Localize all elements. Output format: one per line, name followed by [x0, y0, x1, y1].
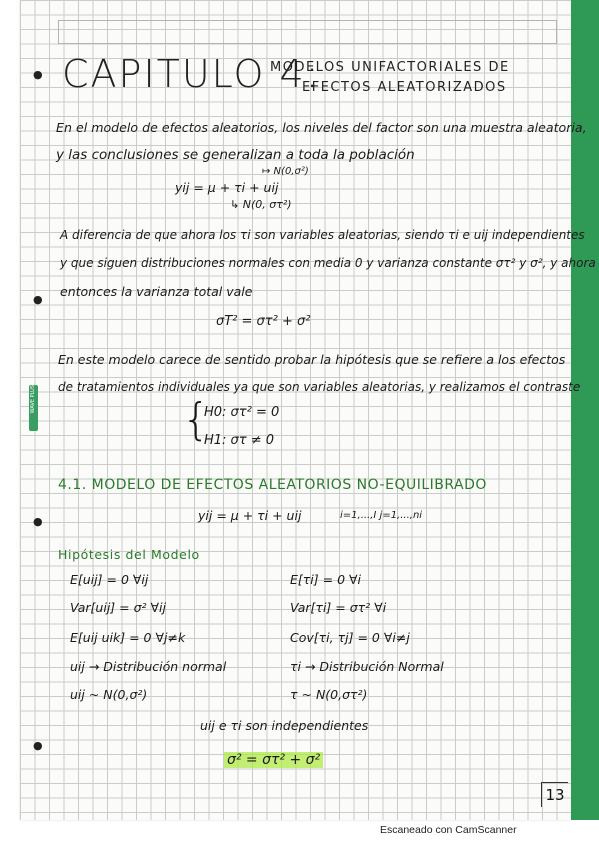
- chapter-subtitle-line1: MODELOS UNIFACTORIALES DE: [270, 60, 510, 75]
- difference-line-3: entonces la varianza total vale: [60, 284, 253, 299]
- scanner-footer: Escaneado con CamScanner: [380, 824, 517, 836]
- intro-line-1: En el modelo de efectos aleatorios, los niveles del factor son una muestra aleatoria,: [56, 120, 587, 135]
- chapter-subtitle-line2: EFECTOS ALEATORIZADOS: [302, 80, 507, 95]
- hypothesis-right-5: τ ~ N(0,στ²): [290, 687, 368, 702]
- hypotheses-heading: Hipótesis del Modelo: [58, 547, 200, 562]
- total-variance-equation: σT² = στ² + σ²: [216, 314, 311, 329]
- brand-tab: WAVE PLUS: [29, 385, 38, 431]
- hypothesis-left-1: E[uij] = 0 ∀ij: [70, 572, 149, 587]
- hypothesis-left-2: Var[uij] = σ² ∀ij: [70, 600, 166, 615]
- hypothesis-right-4: τi → Distribución Normal: [290, 659, 444, 674]
- section-indices: i=1,...,I j=1,...,ni: [340, 510, 423, 521]
- section-model-equation: yij = μ + τi + uij: [198, 508, 302, 523]
- contrast-line-2: de tratamientos individuales ya que son variables aleatorias, y realizamos el contraste: [58, 380, 581, 394]
- error-distribution-note: ↦ N(0,σ²): [262, 166, 309, 177]
- hypothesis-right-3: Cov[τi, τj] = 0 ∀i≠j: [290, 630, 410, 645]
- final-variance-equation: σ² = στ² + σ²: [224, 752, 323, 768]
- model-equation: yij = μ + τi + uij: [175, 180, 279, 195]
- tau-distribution-note: ↳ N(0, στ²): [230, 198, 292, 211]
- independence-statement: uij e τi son independientes: [200, 718, 369, 733]
- hypothesis-right-2: Var[τi] = στ² ∀i: [290, 600, 387, 615]
- contrast-line-1: En este modelo carece de sentido probar la hipótesis que se refiere a los efectos: [58, 352, 566, 367]
- hypothesis-left-5: uij ~ N(0,σ²): [70, 687, 148, 702]
- ring-hole-icon: ●: [33, 515, 43, 528]
- null-hypothesis: H0: στ² = 0: [204, 405, 280, 420]
- hypothesis-left-4: uij → Distribución normal: [70, 659, 227, 674]
- ring-hole-icon: ●: [33, 739, 43, 752]
- alternative-hypothesis: H1: στ ≠ 0: [204, 433, 275, 448]
- difference-line-1: A diferencia de que ahora los τi son variables aleatorias, siendo τi e uij independientes: [60, 228, 585, 242]
- difference-line-2: y que siguen distribuciones normales con media 0 y varianza constante στ² y σ², y ahora: [60, 256, 596, 270]
- chapter-title: CAPITULO 4:: [62, 52, 321, 96]
- hypothesis-right-1: E[τi] = 0 ∀i: [290, 572, 362, 587]
- header-box: [58, 20, 557, 44]
- intro-line-2: y las conclusiones se generalizan a toda la población: [56, 147, 415, 163]
- page-number: 13: [541, 782, 568, 807]
- section-title: 4.1. MODELO DE EFECTOS ALEATORIOS NO-EQUILIBRADO: [58, 477, 487, 493]
- hypothesis-left-3: E[uij uik] = 0 ∀j≠k: [70, 630, 186, 645]
- ring-hole-icon: ●: [33, 68, 43, 81]
- hypothesis-brace: {: [182, 394, 210, 445]
- ring-hole-icon: ●: [33, 293, 43, 306]
